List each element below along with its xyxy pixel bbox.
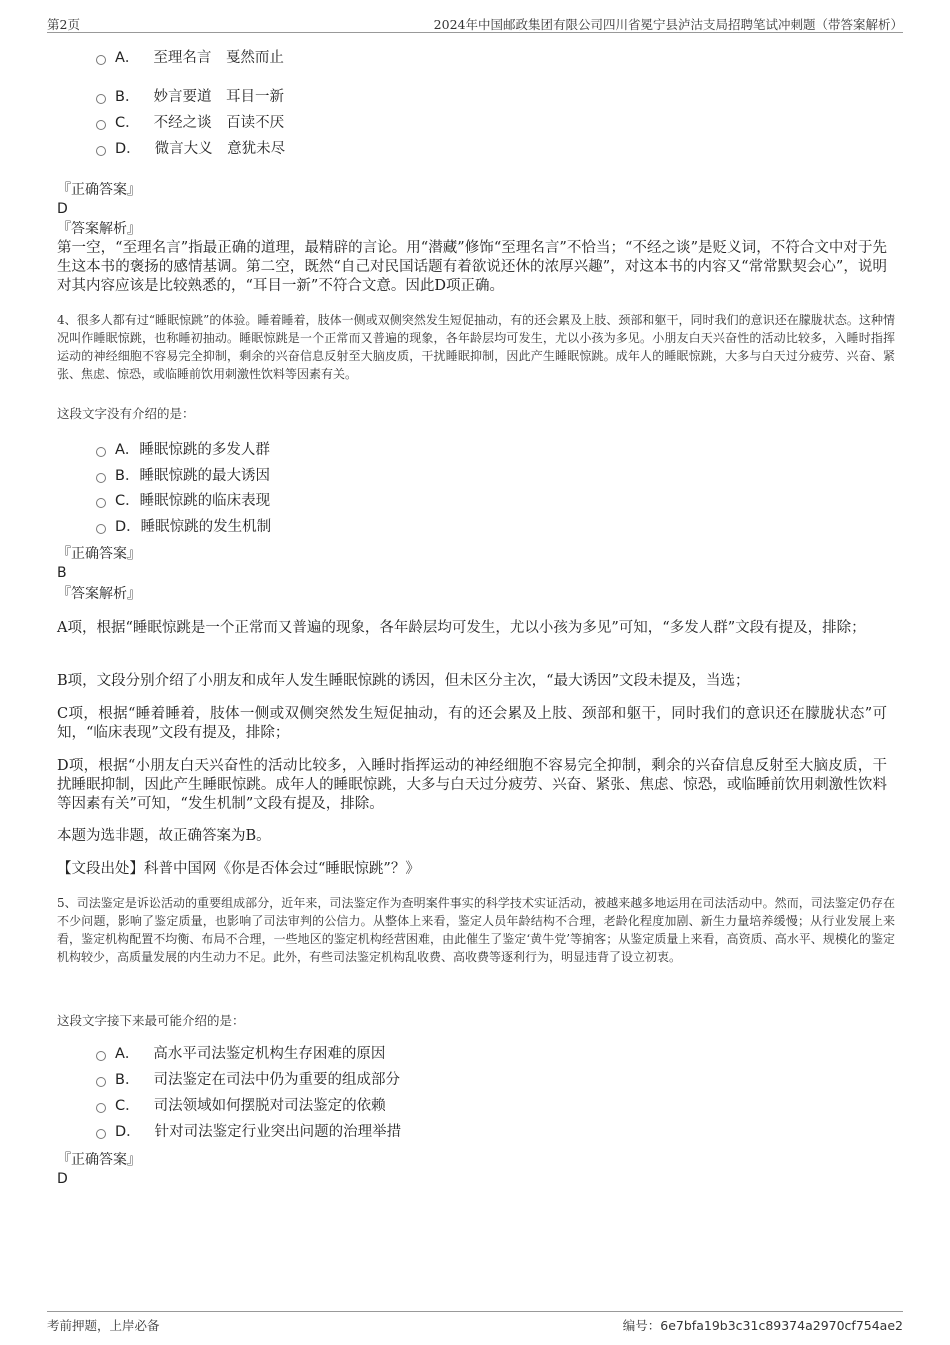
q4-analysis-d: D项，根据“小朋友白天兴奋性的活动比较多，入睡时指挥运动的神经细胞不容易完全抑制，剩余的兴奋信息反射至大脑皮质，干扰睡眠抑制，因此产生睡眠惊跳。成年人的睡眠惊跳，大多与白天过分疲劳、兴奋、紧张、焦虑、惊恐，或临睡前饮用刺激性饮料等因素有关”可知，“发生机制”文段有提及，排除。 xyxy=(57,758,887,812)
q4-stem: 这段文字没有介绍的是： xyxy=(57,406,195,421)
q4-analysis-c: C项，根据“睡着睡着，肢体一侧或双侧突然发生短促抽动，有的还会累及上肢、颈部和躯干，同时我们的意识还在朦胧状态”可知，“临床表现”文段有提及，排除； xyxy=(57,706,887,741)
q5-text: 5、司法鉴定是诉讼活动的重要组成部分，近年来，司法鉴定作为查明案件事实的科学技术实证活动，被越来越多地运用在司法活动中。然而，司法鉴定仍存在不少问题，影响了鉴定质量，也影响了司法审判的公信力。从整体上来看，鉴定人员年龄结构不合理，老龄化程度加剧、新生力量培养缓慢；从行业发展上来看，鉴定机构配置不均衡、布局不合理，一些地区的鉴定机构经营困难，由此催生了鉴定‘黄牛党’等掮客；从鉴定质量上来看，高资质、高水平、规模化的鉴定机构较少，高质量发展的内生动力不足。此外，有些司法鉴定机构乱收费、高收费等逐利行为，明显违背了设立初衷。 xyxy=(57,896,895,964)
q4-option-b[interactable]: B．睡眠惊跳的最大诱因 xyxy=(96,466,270,486)
radio-icon[interactable] xyxy=(96,120,106,130)
radio-icon[interactable] xyxy=(96,146,106,156)
q4-option-a[interactable]: A．睡眠惊跳的多发人群 xyxy=(96,440,270,460)
q4-text: 4、很多人都有过“睡眠惊跳”的体验。睡着睡着，肢体一侧或双侧突然发生短促抽动，有的还会累及上肢、颈部和躯干，同时我们的意识还在朦胧状态。这种情况叫作睡眠惊跳，也称睡初抽动。睡眠惊跳是一个正常而又普遍的现象，各年龄层均可发生，尤以小孩为多见。小朋友白天兴奋性的活动比较多，入睡时指挥运动的神经细胞不容易完全抑制，剩余的兴奋信息反射至大脑皮质，干扰睡眠抑制，因此产生睡眠惊跳。成年人的睡眠惊跳，大多与白天过分疲劳、兴奋、紧张、焦虑、惊恐，或临睡前饮用刺激性饮料等因素有关。 xyxy=(57,313,895,381)
q3-answer-label: 『正确答案』 xyxy=(57,182,141,198)
radio-icon[interactable] xyxy=(96,1051,106,1061)
q4-analysis-a: A项，根据“睡眠惊跳是一个正常而又普遍的现象，各年龄层均可发生，尤以小孩为多见”可知，“多发人群”文段有提及，排除； xyxy=(57,620,866,636)
q4-option-d[interactable]: D．睡眠惊跳的发生机制 xyxy=(96,517,271,537)
q5-option-c[interactable]: C． 司法领域如何摆脱对司法鉴定的依赖 xyxy=(96,1096,386,1116)
q3-option-a[interactable]: A． 至理名言 戛然而止 xyxy=(96,48,284,68)
page-footer xyxy=(47,1311,903,1334)
document-title: 2024年中国邮政集团有限公司四川省冕宁县泸沽支局招聘笔试冲刺题（带答案解析） xyxy=(433,17,903,32)
radio-icon[interactable] xyxy=(96,473,106,483)
radio-icon[interactable] xyxy=(96,1103,106,1113)
q3-option-d[interactable]: D． 微言大义 意犹未尽 xyxy=(96,139,285,159)
q3-option-b[interactable]: B． 妙言要道 耳目一新 xyxy=(96,87,284,107)
radio-icon[interactable] xyxy=(96,498,106,508)
q4-analysis-conclusion: 本题为选非题，故正确答案为B。 xyxy=(57,828,271,844)
radio-icon[interactable] xyxy=(96,55,106,65)
q5-option-a[interactable]: A． 高水平司法鉴定机构生存困难的原因 xyxy=(96,1044,385,1064)
q5-stem: 这段文字接下来最可能介绍的是： xyxy=(57,1013,245,1028)
page-number: 第2页 xyxy=(47,17,80,32)
radio-icon[interactable] xyxy=(96,524,106,534)
q4-analysis-b: B项，文段分别介绍了小朋友和成年人发生睡眠惊跳的诱因，但未区分主次，“最大诱因”文段未提及，当选； xyxy=(57,673,750,689)
q4-answer-label: 『正确答案』 xyxy=(57,546,141,562)
q4-source: 【文段出处】科普中国网《你是否体会过“睡眠惊跳”？》 xyxy=(57,861,420,877)
q3-analysis-label: 『答案解析』 xyxy=(57,221,141,237)
q3-analysis: 第一空，“至理名言”指最正确的道理，最精辟的言论。用“潜藏”修饰“至理名言”不恰当；“不经之谈”是贬义词，不符合文中对于先生这本书的褒扬的感情基调。第二空，既然“自己对民国话题有着欲说还休的浓厚兴趣”，对这本书的内容又“常常默契会心”，说明对其内容应该是比较熟悉的，“耳目一新”不符合文意。因此D项正确。 xyxy=(57,240,887,294)
q5-answer-label: 『正确答案』 xyxy=(57,1152,141,1168)
footer-code: 编号：6e7bfa19b3c31c89374a2970cf754ae2 xyxy=(622,1318,903,1333)
q3-option-c[interactable]: C． 不经之谈 百读不厌 xyxy=(96,113,284,133)
q5-answer: D xyxy=(57,1171,68,1187)
q3-answer: D xyxy=(57,201,68,217)
page-header xyxy=(47,14,903,33)
radio-icon[interactable] xyxy=(96,94,106,104)
radio-icon[interactable] xyxy=(96,1077,106,1087)
radio-icon[interactable] xyxy=(96,1129,106,1139)
radio-icon[interactable] xyxy=(96,447,106,457)
q4-answer: B xyxy=(57,565,67,581)
q4-analysis-label: 『答案解析』 xyxy=(57,586,141,602)
footer-slogan: 考前押题，上岸必备 xyxy=(47,1318,160,1333)
q4-option-c[interactable]: C．睡眠惊跳的临床表现 xyxy=(96,491,270,511)
q5-option-b[interactable]: B． 司法鉴定在司法中仍为重要的组成部分 xyxy=(96,1070,400,1090)
q5-option-d[interactable]: D． 针对司法鉴定行业突出问题的治理举措 xyxy=(96,1122,401,1142)
